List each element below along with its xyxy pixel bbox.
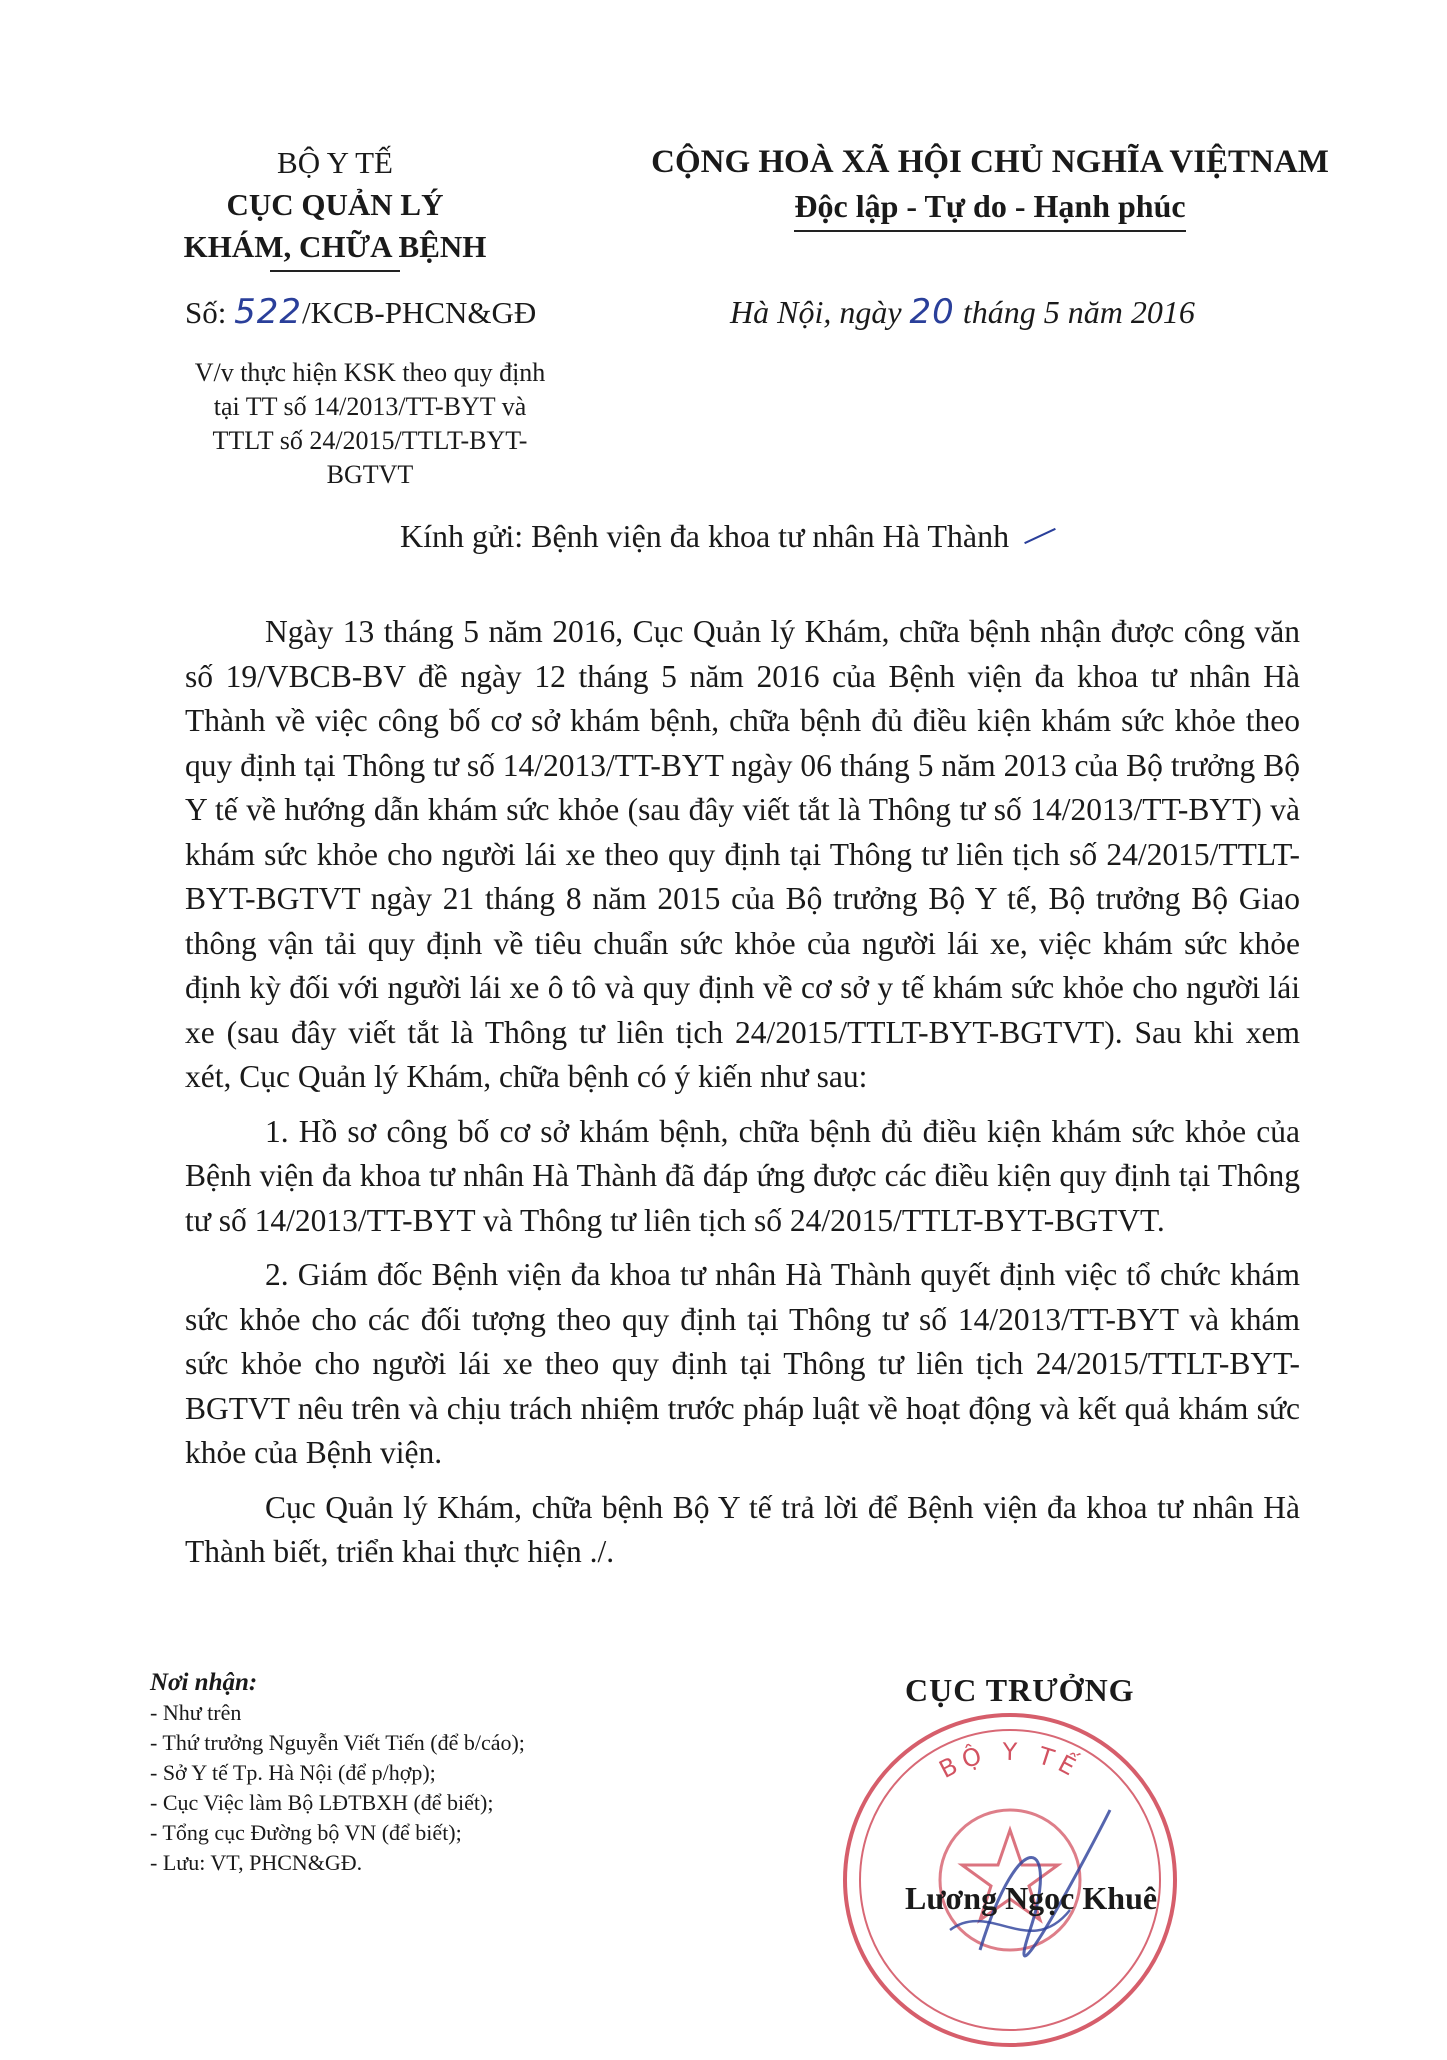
recipients-title: Nơi nhận:: [150, 1669, 258, 1696]
recipients-list: [150, 1668, 525, 1878]
national-title: CỘNG HOÀ XÃ HỘI CHỦ NGHĨA VIỆTNAM: [651, 144, 1329, 180]
check-mark-icon: [1024, 528, 1056, 544]
signer-name: Lương Ngọc Khuê: [905, 1880, 1158, 1916]
body-item-1: 1. Hồ sơ công bố cơ sở khám bệnh, chữa bệnh đủ điều kiện khám sức khỏe của Bệnh viện đa khoa tư nhân Hà Thành đã đáp ứng được các điều kiện quy định tại Thông tư số 14/2013/TT-BYT và Thông tư liên tịch số 24/2015/TTLT-BYT-BGTVT.: [185, 1113, 1300, 1238]
svg-text:BỘ Y TẾ: [935, 1738, 1088, 1784]
body-item-2: 2. Giám đốc Bệnh viện đa khoa tư nhân Hà Thành quyết định việc tổ chức khám sức khỏe cho các đối tượng theo quy định tại Thông tư số 14/2013/TT-BYT và khám sức khỏe cho người lái xe theo quy định tại Thông tư liên tịch 24/2015/TTLT-BYT-BGTVT nêu trên và chịu trách nhiệm trước pháp luật về hoạt động và kết quả khám sức khỏe của Bệnh viện.: [185, 1257, 1300, 1470]
national-motto: Độc lập - Tự do - Hạnh phúc: [794, 184, 1185, 232]
letter-body: [185, 610, 1300, 1585]
document-number: Số: 522/KCB-PHCN&GĐ: [185, 292, 537, 332]
date-day-handwritten: 20: [909, 292, 955, 332]
issuer-header: [150, 142, 520, 272]
national-header: [640, 140, 1340, 232]
subject-line: tại TT số 14/2013/TT-BYT và: [213, 392, 527, 421]
subject-line: TTLT số 24/2015/TTLT-BYT-: [212, 426, 528, 455]
date-line: Hà Nội, ngày 20 tháng 5 năm 2016: [730, 292, 1195, 332]
subject-block: [150, 356, 590, 492]
recipient-item: - Như trên: [150, 1700, 242, 1725]
ministry-name: BỘ Y TẾ: [277, 145, 393, 180]
document-number-handwritten: 522: [234, 292, 303, 332]
recipient-item: - Thứ trưởng Nguyễn Viết Tiến (để b/cáo);: [150, 1730, 525, 1755]
recipient-item: - Lưu: VT, PHCN&GĐ.: [150, 1850, 363, 1875]
header-underline: [270, 270, 400, 272]
subject-line: BGTVT: [326, 460, 414, 489]
department-name-line2: KHÁM, CHỮA BỆNH: [183, 229, 487, 264]
recipient-item: - Tổng cục Đường bộ VN (để biết);: [150, 1820, 462, 1845]
department-name-line1: CỤC QUẢN LÝ: [226, 187, 444, 222]
closing-paragraph: Cục Quản lý Khám, chữa bệnh Bộ Y tế trả lời để Bệnh viện đa khoa tư nhân Hà Thành biết, triển khai thực hiện ./.: [185, 1489, 1300, 1569]
recipient-item: - Sở Y tế Tp. Hà Nội (để p/hợp);: [150, 1760, 436, 1785]
body-paragraph: Ngày 13 tháng 5 năm 2016, Cục Quản lý Khám, chữa bệnh nhận được công văn số 19/VBCB-BV đề ngày 12 tháng 5 năm 2016 của Bệnh viện đa khoa tư nhân Hà Thành về việc công bố cơ sở khám bệnh, chữa bệnh đủ điều kiện khám sức khỏe theo quy định tại Thông tư số 14/2013/TT-BYT ngày 06 tháng 5 năm 2013 của Bộ trưởng Bộ Y tế về hướng dẫn khám sức khỏe (sau đây viết tắt là Thông tư số 14/2013/TT-BYT) và khám sức khỏe cho người lái xe theo quy định tại Thông tư liên tịch số 24/2015/TTLT-BYT-BGTVT ngày 21 tháng 8 năm 2015 của Bộ trưởng Bộ Y tế, Bộ trưởng Bộ Giao thông vận tải quy định về tiêu chuẩn sức khỏe của người lái xe, việc khám sức khỏe định kỳ đối với người lái xe ô tô và quy định về cơ sở y tế khám sức khỏe cho người lái xe (sau đây viết tắt là Thông tư liên tịch 24/2015/TTLT-BYT-BGTVT). Sau khi xem xét, Cục Quản lý Khám, chữa bệnh có ý kiến như sau:: [185, 614, 1300, 1094]
recipient-line: Kính gửi: Bệnh viện đa khoa tư nhân Hà Thành: [400, 518, 1057, 555]
subject-line: V/v thực hiện KSK theo quy định: [194, 358, 546, 387]
seal-text: BỘ Y TẾ: [934, 1737, 1086, 1784]
recipient-item: - Cục Việc làm Bộ LĐTBXH (để biết);: [150, 1790, 494, 1815]
signer-title: CỤC TRƯỞNG: [905, 1672, 1135, 1708]
